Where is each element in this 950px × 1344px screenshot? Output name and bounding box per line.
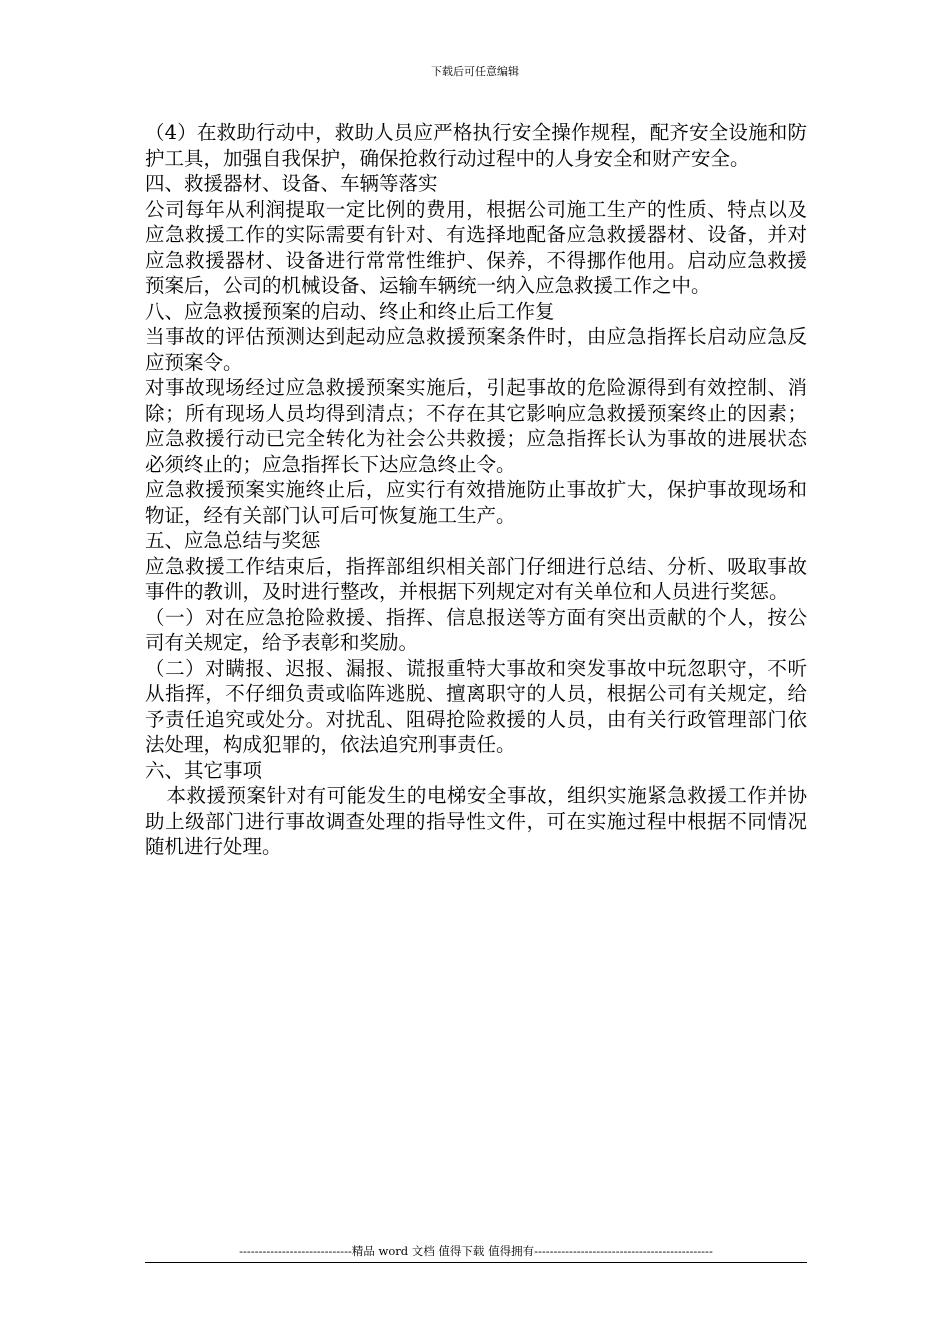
paragraph-equipment: 公司每年从利润提取一定比例的费用，根据公司施工生产的性质、特点以及应急救援工作的实际需要有针对、有选择地配备应急救援器材、设备，并对应急救援器材、设备进行常常性维护、保养，不得挪作他用。启动应急救援预案后，公司的机械设备、运输车辆统一纳入应急救援工作之中。	[145, 197, 807, 297]
paragraph-summary: 应急救援工作结束后，指挥部组织相关部门仔细进行总结、分析、吸取事故事件的教训，及时进行整改，并根据下列规定对有关单位和人员进行奖惩。	[145, 554, 807, 603]
paragraph-rewards: （一）对在应急抢险救援、指挥、信息报送等方面有突出贡献的个人，按公司有关规定，给予表彰和奖励。	[145, 605, 807, 654]
page-header: 下载后可任意编辑	[431, 65, 519, 78]
section-heading-equipment: 四、救援器材、设备、车辆等落实	[145, 172, 438, 195]
section-heading-other-matters: 六、其它事项	[145, 758, 263, 782]
paragraph-termination-conditions: 对事故现场经过应急救援预案实施后，引起事故的危险源得到有效控制、消除；所有现场人员均得到清点；不存在其它影响应急救援预案终止的因素；应急救援行动已完全转化为社会公共救援；应急指挥长认为事故的进展状态必须终止的；应急指挥长下达应急终止令。	[145, 376, 807, 476]
paragraph-activation: 当事故的评估预测达到起动应急救援预案条件时，由应急指挥长启动应急反应预案令。	[145, 325, 807, 374]
document-body	[145, 120, 807, 860]
page-footer: -----------------------------精品 word 文档 值得下载 值得拥有----------------------------------------------	[239, 1244, 713, 1258]
paragraph-penalties: （二）对瞒报、迟报、漏报、谎报重特大事故和突发事故中玩忽职守，不听从指挥，不仔细负责或临阵逃脱、擅离职守的人员，根据公司有关规定，给予责任追究或处分。对扰乱、阻碍抢险救援的人员，由有关行政管理部门依法处理，构成犯罪的，依法追究刑事责任。	[145, 656, 807, 756]
section-heading-plan-activation: 八、应急救援预案的启动、终止和终止后工作复	[145, 299, 555, 323]
section-heading-summary-rewards: 五、应急总结与奖惩	[145, 529, 321, 552]
paragraph-other-matters: 本救援预案针对有可能发生的电梯安全事故，组织实施紧急救援工作并协助上级部门进行事故调查处理的指导性文件，可在实施过程中根据不同情况随机进行处理。	[145, 784, 807, 858]
paragraph-rescue-safety: （4）在救助行动中，救助人员应严格执行安全操作规程，配齐安全设施和防护工具，加强自我保护，确保抢救行动过程中的人身安全和财产安全。	[145, 121, 807, 170]
footer-rule	[145, 1262, 807, 1263]
paragraph-after-termination: 应急救援预案实施终止后，应实行有效措施防止事故扩大，保护事故现场和物证，经有关部门认可后可恢复施工生产。	[145, 478, 807, 527]
